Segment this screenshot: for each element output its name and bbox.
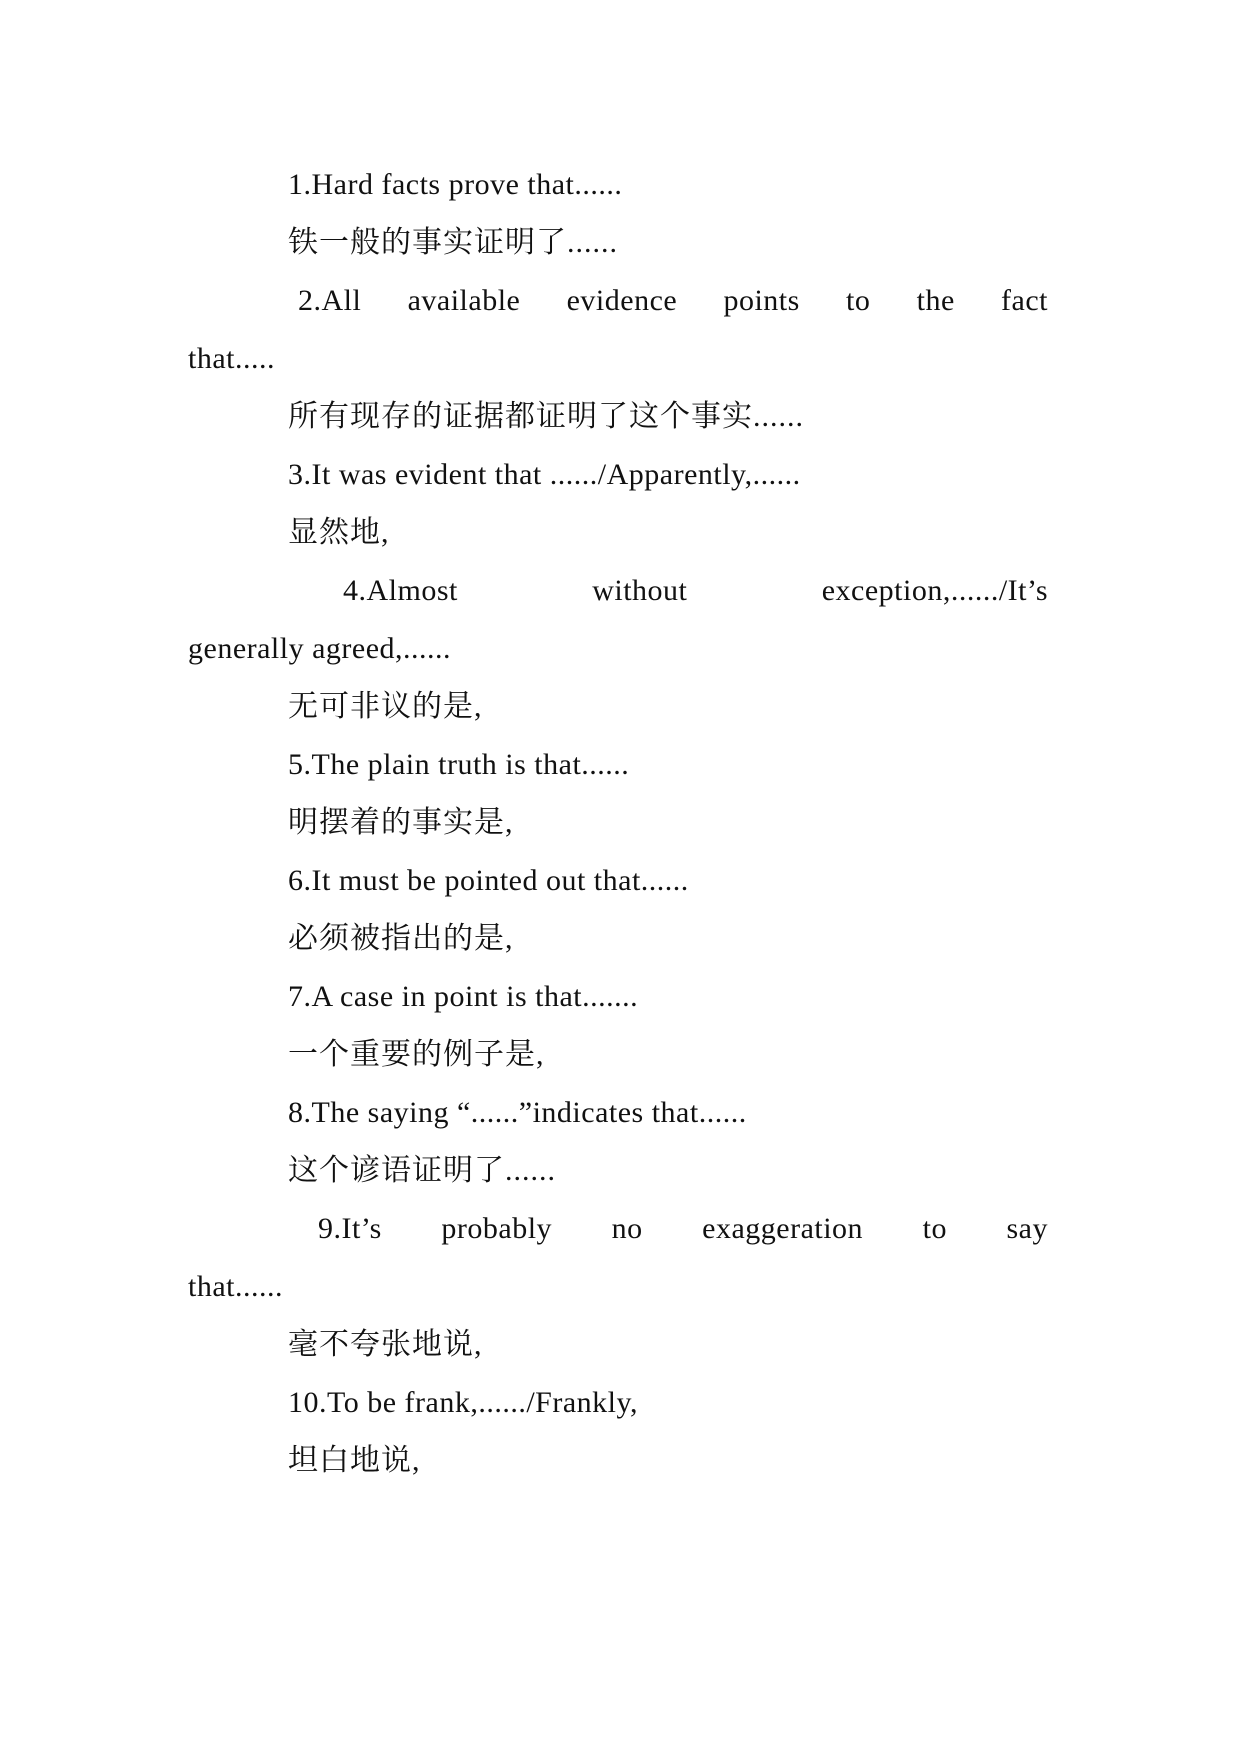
phrase-5-chinese: 明摆着的事实是,	[288, 806, 514, 839]
phrase-9-english-line-2: that......	[188, 1270, 283, 1303]
phrase-10-english: 10.To be frank,....../Frankly,	[288, 1386, 639, 1419]
phrase-4-english-line-2: generally agreed,......	[188, 632, 452, 665]
phrase-4-chinese: 无可非议的是,	[288, 690, 483, 723]
phrase-2-english-line-2: that.....	[188, 342, 275, 375]
phrase-7-english: 7.A case in point is that.......	[288, 980, 639, 1013]
phrase-7-chinese: 一个重要的例子是,	[288, 1038, 545, 1071]
phrase-3-chinese: 显然地,	[288, 516, 390, 549]
phrase-9-english-line-1: 9.It’s probably no exaggeration to say	[318, 1212, 1048, 1245]
phrase-4-english-line-1: 4.Almost without exception,....../It’s	[343, 574, 1048, 607]
phrase-8-chinese: 这个谚语证明了......	[288, 1154, 556, 1187]
phrase-1-chinese: 铁一般的事实证明了......	[288, 226, 618, 259]
phrase-1-english: 1.Hard facts prove that......	[288, 168, 623, 201]
phrase-5-english: 5.The plain truth is that......	[288, 748, 630, 781]
phrase-9-chinese: 毫不夸张地说,	[288, 1328, 483, 1361]
phrase-6-english: 6.It must be pointed out that......	[288, 864, 689, 897]
phrase-8-english: 8.The saying “......”indicates that......	[288, 1096, 747, 1129]
phrase-10-chinese: 坦白地说,	[288, 1444, 421, 1477]
phrase-3-english: 3.It was evident that ....../Apparently,......	[288, 458, 801, 491]
phrase-2-english-line-1: 2.All available evidence points to the fact	[298, 284, 1048, 317]
phrase-6-chinese: 必须被指出的是,	[288, 922, 514, 955]
phrase-2-chinese: 所有现存的证据都证明了这个事实......	[288, 400, 804, 433]
